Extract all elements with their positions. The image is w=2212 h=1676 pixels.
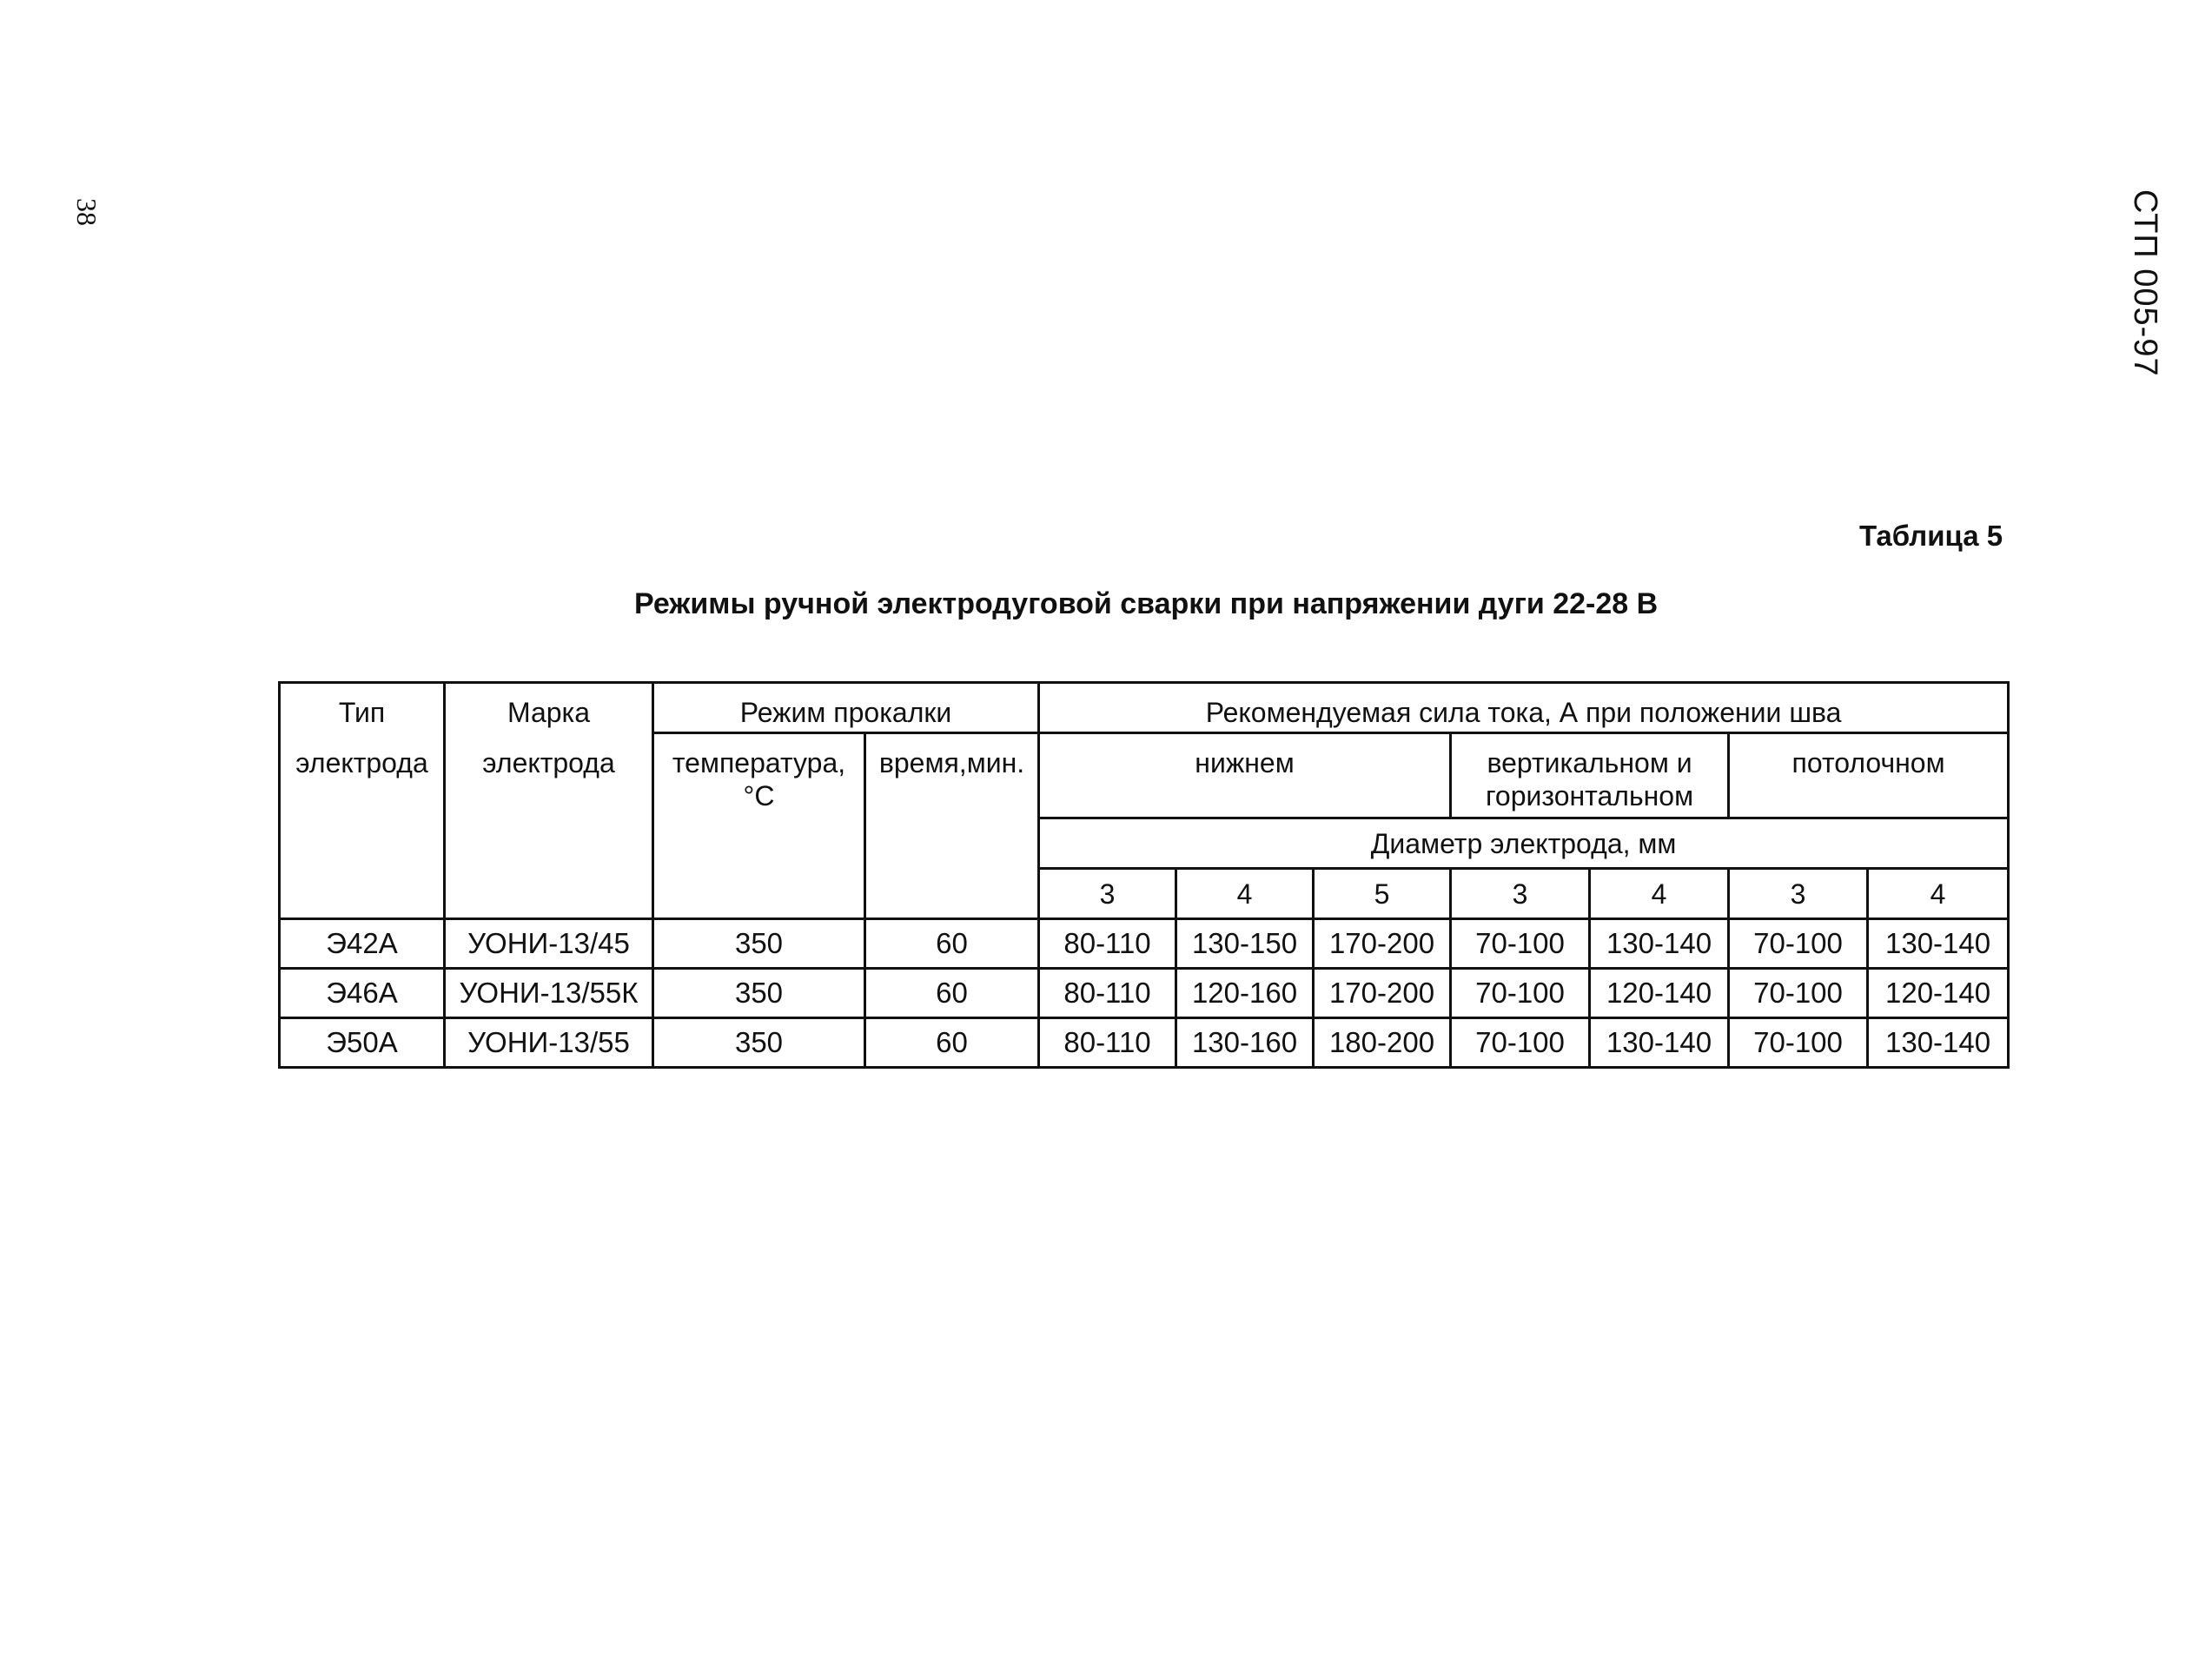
cell-current: 180-200 [1314,1018,1451,1068]
header-position-ceiling: потолочном [1729,733,2009,818]
cell-current: 80-110 [1039,969,1176,1018]
header-temperature: температура, °С [653,733,865,919]
cell-current: 80-110 [1039,1018,1176,1068]
table-title: Режимы ручной электродуговой сварки при напряжении дуги 22-28 В [634,587,1659,620]
welding-modes-table [278,681,2010,1069]
cell-brand: УОНИ-13/55К [445,969,653,1018]
cell-current: 130-160 [1176,1018,1314,1068]
cell-temperature: 350 [653,969,865,1018]
cell-type: Э50А [280,1018,445,1068]
header-current: Рекомендуемая сила тока, А при положении шва [1039,683,2009,733]
cell-current: 70-100 [1729,1018,1868,1068]
cell-temperature: 350 [653,919,865,969]
cell-time: 60 [865,969,1039,1018]
cell-current: 170-200 [1314,969,1451,1018]
cell-current: 130-150 [1176,919,1314,969]
cell-current: 120-160 [1176,969,1314,1018]
cell-current: 70-100 [1451,919,1590,969]
table-row [280,1018,2009,1068]
diameter-cell: 3 [1729,869,1868,919]
table-label: Таблица 5 [1859,520,2003,552]
cell-current: 170-200 [1314,919,1451,969]
cell-current: 80-110 [1039,919,1176,969]
cell-temperature: 350 [653,1018,865,1068]
cell-current: 70-100 [1451,1018,1590,1068]
page-number: 38 [71,198,103,226]
cell-current: 120-140 [1590,969,1729,1018]
header-position-vertical: вертикальном и горизонтальном [1451,733,1729,818]
cell-brand: УОНИ-13/45 [445,919,653,969]
diameter-cell: 3 [1451,869,1590,919]
header-position-lower: нижнем [1039,733,1451,818]
cell-current: 120-140 [1868,969,2009,1018]
cell-current: 70-100 [1729,919,1868,969]
document-code: СТП 005-97 [2127,189,2163,377]
diameter-cell: 4 [1590,869,1729,919]
header-type-line1: Тип [338,697,386,728]
header-electrode-brand [445,683,653,919]
cell-current: 130-140 [1868,1018,2009,1068]
cell-type: Э46А [280,969,445,1018]
cell-brand: УОНИ-13/55 [445,1018,653,1068]
header-diameter: Диаметр электрода, мм [1039,818,2009,869]
cell-current: 130-140 [1590,919,1729,969]
diameter-cell: 5 [1314,869,1451,919]
cell-current: 70-100 [1451,969,1590,1018]
cell-type: Э42А [280,919,445,969]
diameter-cell: 4 [1176,869,1314,919]
cell-time: 60 [865,1018,1039,1068]
cell-time: 60 [865,919,1039,969]
header-time: время,мин. [865,733,1039,919]
diameter-cell: 4 [1868,869,2009,919]
header-electrode-type [280,683,445,919]
header-calcination: Режим прокалки [653,683,1039,733]
header-row-top [280,683,2009,733]
table-row [280,919,2009,969]
diameter-cell: 3 [1039,869,1176,919]
cell-current: 70-100 [1729,969,1868,1018]
cell-current: 130-140 [1868,919,2009,969]
table-row [280,969,2009,1018]
header-brand-line2: электрода [482,747,615,778]
cell-current: 130-140 [1590,1018,1729,1068]
header-brand-line1: Марка [507,697,591,728]
header-type-line2: электрода [295,747,428,778]
